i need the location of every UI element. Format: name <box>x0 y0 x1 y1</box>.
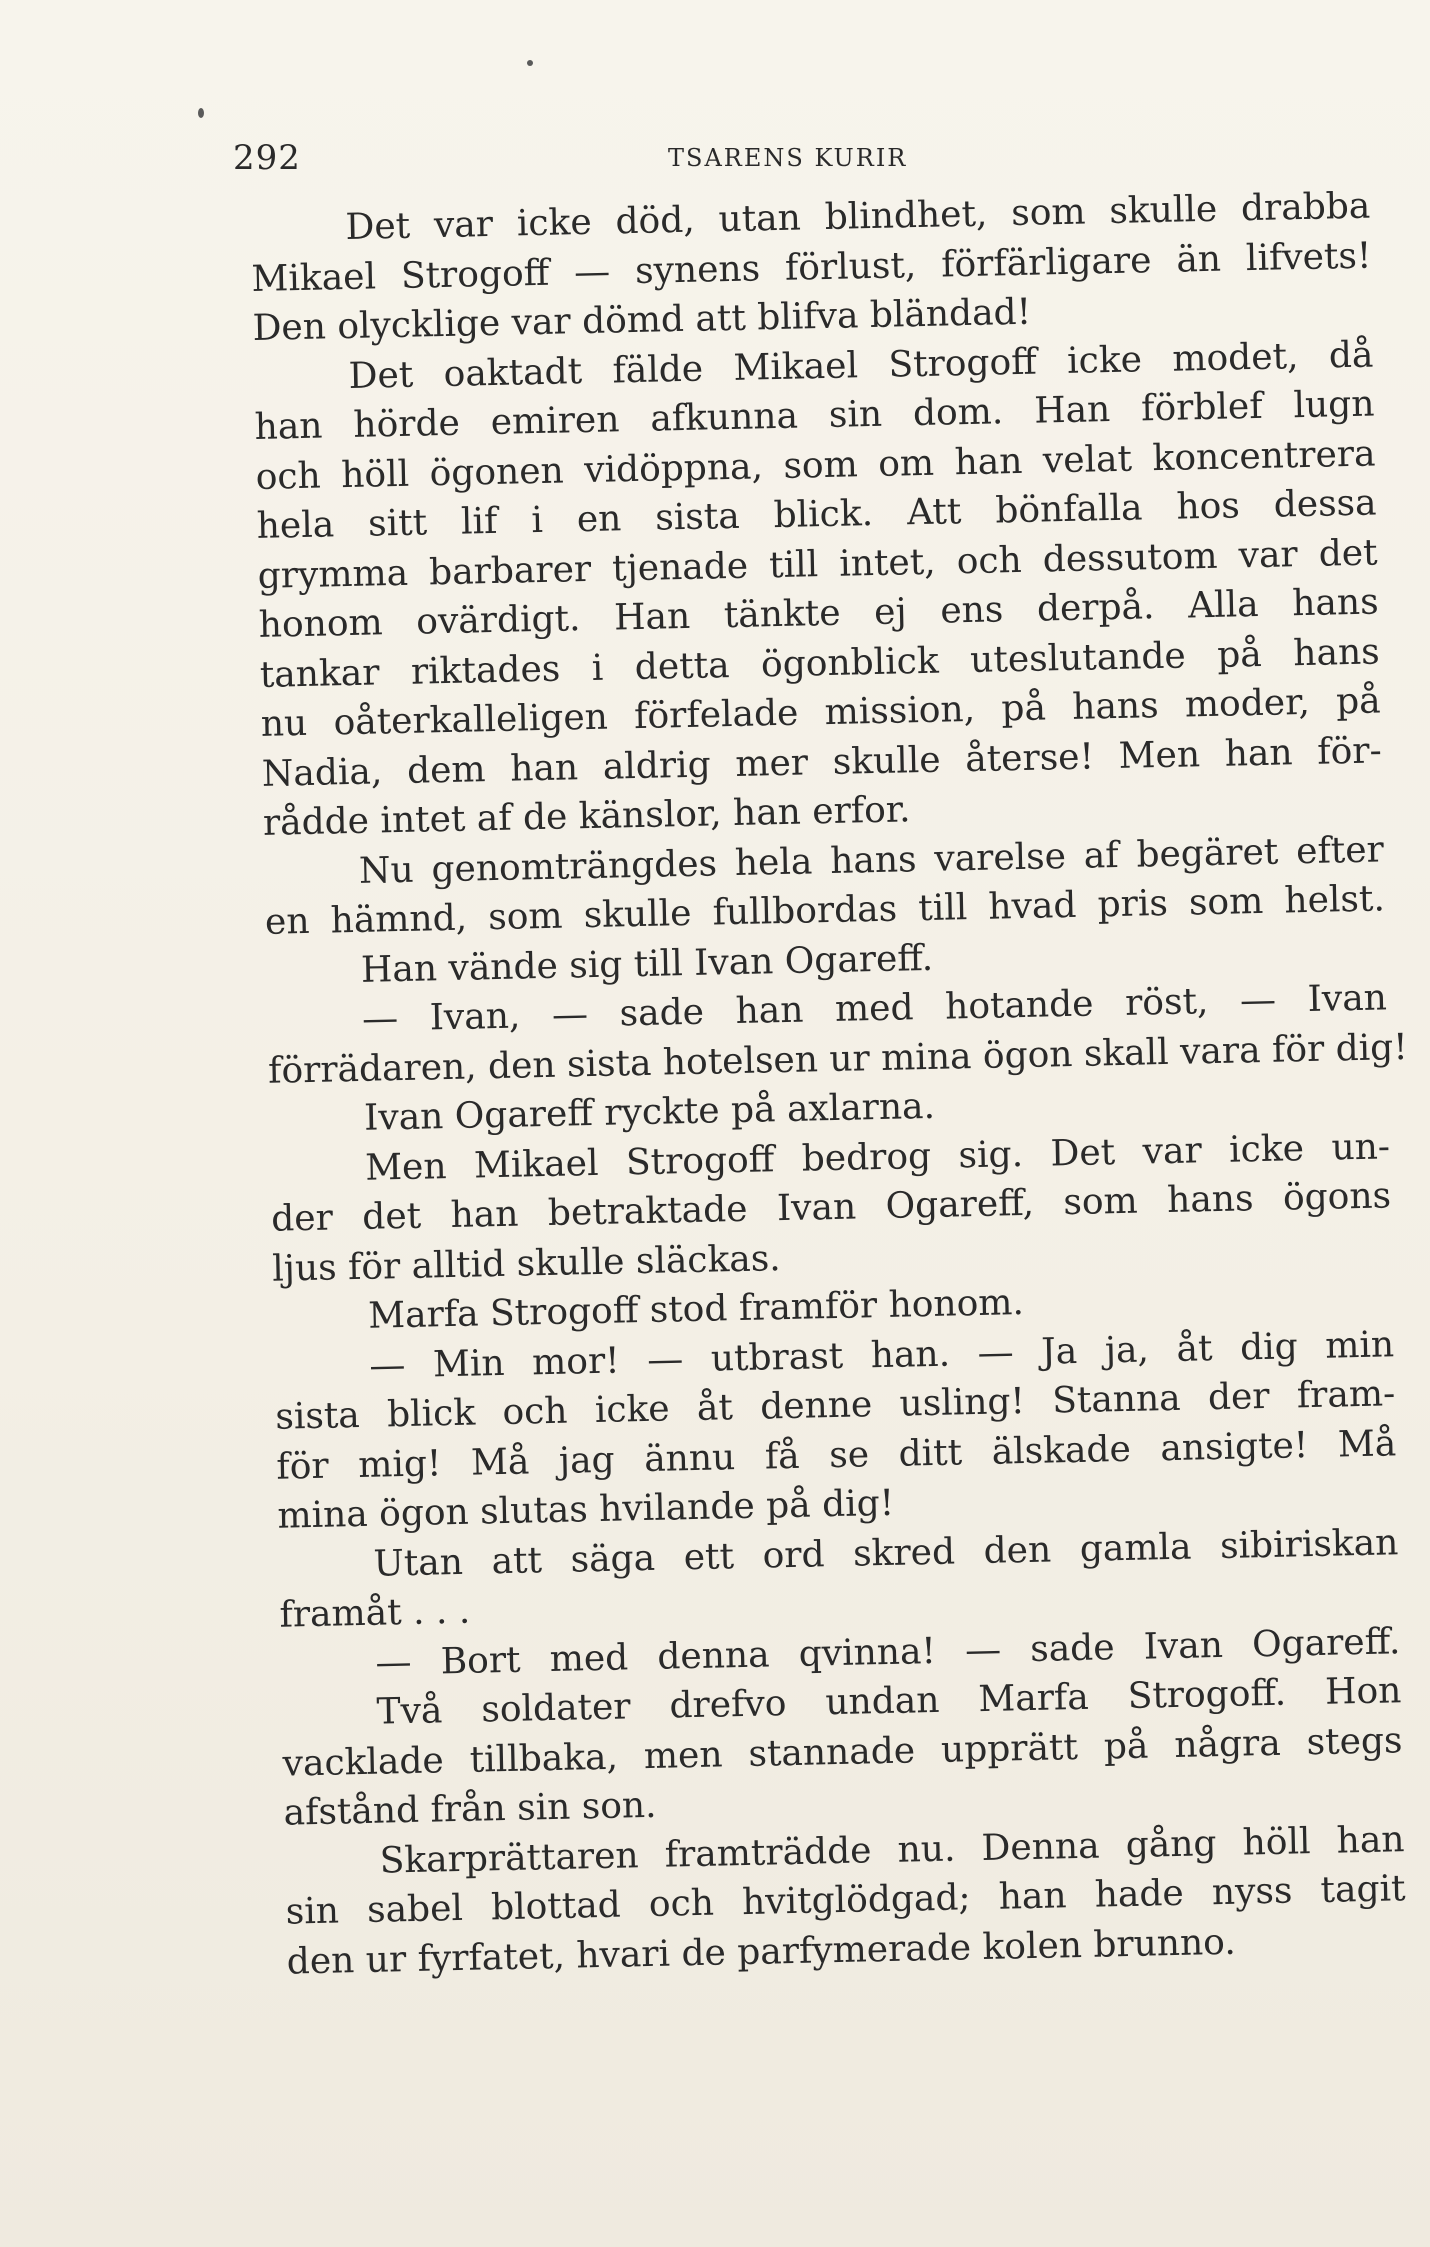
text-line: Det oaktadt fälde Mikael Strogoff icke modet, då <box>348 334 1374 397</box>
text-line: sin sabel blottad och hvitglödgad; han hade nyss tagit <box>285 1868 1406 1933</box>
text-line: der det han betraktade Ivan Ogareff, som hans ögons <box>270 1175 1392 1240</box>
text-line: Nu genomträngdes hela hans varelse af begäret efter <box>358 828 1385 892</box>
text-line: honom ovärdigt. Han tänkte ej ens derpå. Alla hans <box>258 581 1379 646</box>
text-line: Ivan Ogareff ryckte på axlarna. <box>363 1085 936 1139</box>
text-line: sista blick och icke åt denne usling! Stanna der fram- <box>274 1373 1396 1438</box>
text-line: framåt . . . <box>279 1590 471 1636</box>
text-line: hela sitt lif i en sista blick. Att bönfalla hos dessa <box>256 482 1377 547</box>
text-line: — Ivan, — sade han med hotande röst, — Ivan <box>361 977 1388 1040</box>
page-header <box>233 138 1333 188</box>
text-line: en hämnd, som skulle fullbordas till hvad pris som helst. <box>264 878 1386 943</box>
page-number: 292 <box>233 138 301 178</box>
text-line: mina ögon slutas hvilande på dig! <box>277 1482 895 1537</box>
text-line: Den olycklige var dömd att blifva bländad! <box>252 291 1032 349</box>
text-line: grymma barbarer tjenade till intet, och dessutom var det <box>257 531 1378 597</box>
text-line: Men Mikael Strogoff bedrog sig. Det var icke un- <box>364 1125 1391 1189</box>
text-line: Nadia, dem han aldrig mer skulle återse! Men han för- <box>261 729 1383 795</box>
text-line: han hörde emiren afkunna sin dom. Han förblef lugn <box>254 383 1375 448</box>
text-line: Skarprättaren framträdde nu. Denna gång höll han <box>379 1818 1405 1882</box>
text-line: Mikael Strogoff — synens förlust, förfärligare än lifvets! <box>251 235 1372 300</box>
text-line: och höll ögonen vidöppna, som om han velat koncentrera <box>255 432 1376 498</box>
text-line: rådde intet af de känslor, han erfor. <box>262 789 911 844</box>
text-line: nu oåterkalleligen förfelade mission, på hans moder, på <box>260 680 1382 745</box>
text-line: Det var icke död, utan blindhet, som skulle drabba <box>345 185 1371 249</box>
text-line: den ur fyrfatet, hvari de parfymerade kolen brunno. <box>286 1921 1237 1983</box>
text-line: vacklade tillbaka, men stannade upprätt på några stegs <box>282 1719 1403 1785</box>
text-line: ljus för alltid skulle släckas. <box>271 1237 782 1290</box>
text-line: Marfa Strogoff stod framför honom. <box>367 1282 1025 1337</box>
ink-speck <box>527 60 533 66</box>
text-line: Två soldater drefvo undan Marfa Strogoff. Hon <box>376 1670 1402 1733</box>
text-line: — Bort med denna qvinna! — sade Ivan Ogareff. <box>375 1620 1401 1684</box>
text-line: tankar riktades i detta ögonblick uteslutande på hans <box>259 630 1381 696</box>
text-line: för mig! Må jag ännu få se ditt älskade ansigte! Må <box>276 1422 1397 1488</box>
text-line: afstånd från sin son. <box>283 1784 657 1834</box>
text-line: — Min mor! — utbrast han. — Ja ja, åt dig min <box>368 1323 1395 1387</box>
body-text <box>250 182 1407 1987</box>
text-line: Utan att säga ett ord skred den gamla sibiriskan <box>373 1521 1399 1585</box>
running-title: TSARENS KURIR <box>668 144 908 172</box>
text-line: Han vände sig till Ivan Ogareff. <box>360 937 934 991</box>
ink-speck <box>198 108 204 118</box>
text-line: förrädaren, den sista hotelsen ur mina ögon skall vara för dig! <box>267 1026 1409 1092</box>
